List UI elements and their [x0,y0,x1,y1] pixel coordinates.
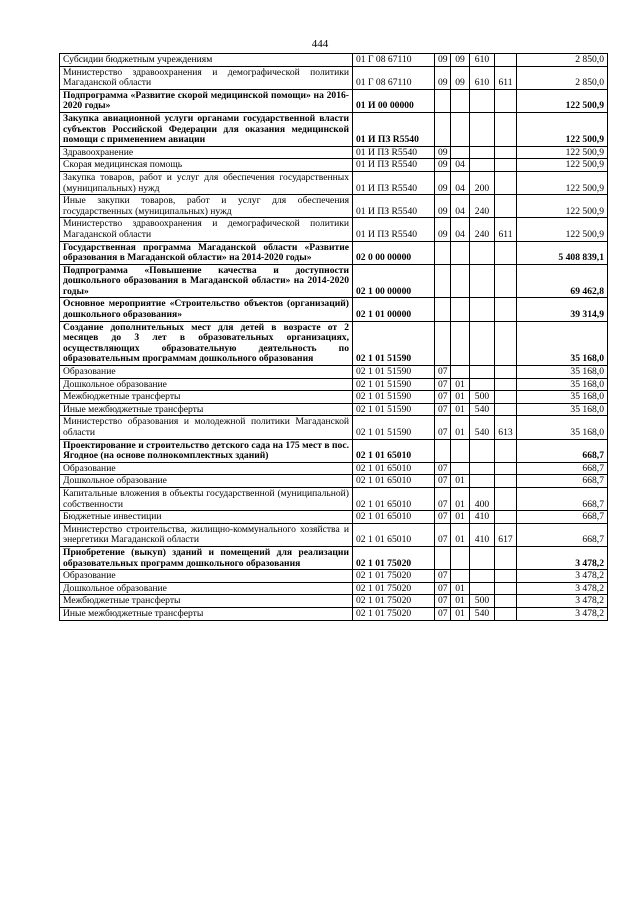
row-section-cell [435,298,451,321]
row-expense-type-cell [470,89,495,112]
table-row [60,391,608,404]
table-row [60,595,608,608]
table-row [60,511,608,524]
table-row [60,112,608,146]
row-amount-cell: 668,7 [517,523,608,546]
row-admin-cell [495,89,517,112]
row-section-cell: 07 [435,391,451,404]
row-subsection-cell [451,264,470,298]
row-amount-cell: 122 500,9 [517,146,608,159]
row-amount-cell: 668,7 [517,475,608,488]
row-code-cell: 02 0 00 00000 [353,241,435,264]
row-section-cell [435,89,451,112]
row-subsection-cell: 01 [451,378,470,391]
row-section-cell: 09 [435,218,451,241]
table-row [60,264,608,298]
row-subsection-cell: 01 [451,595,470,608]
row-name-cell: Подпрограмма «Повышение качества и доступности дошкольного образования в Магаданской области» на 2014-2020 годы» [60,264,353,298]
row-expense-type-cell [470,298,495,321]
row-expense-type-cell [470,112,495,146]
row-amount-cell: 39 314,9 [517,298,608,321]
row-admin-cell [495,511,517,524]
row-section-cell: 09 [435,159,451,172]
row-subsection-cell: 01 [451,582,470,595]
row-name-cell: Дошкольное образование [60,378,353,391]
row-code-cell: 02 1 01 65010 [353,511,435,524]
row-subsection-cell [451,146,470,159]
row-section-cell: 07 [435,523,451,546]
row-section-cell: 07 [435,595,451,608]
row-code-cell: 02 1 01 51590 [353,391,435,404]
row-code-cell: 02 1 01 65010 [353,523,435,546]
row-amount-cell: 122 500,9 [517,159,608,172]
row-amount-cell: 5 408 839,1 [517,241,608,264]
row-name-cell: Субсидии бюджетным учреждениям [60,54,353,67]
row-name-cell: Скорая медицинская помощь [60,159,353,172]
table-row [60,570,608,583]
row-amount-cell: 122 500,9 [517,218,608,241]
row-name-cell: Государственная программа Магаданской области «Развитие образования в Магаданской области» на 2014-2020 годы» [60,241,353,264]
row-section-cell: 09 [435,146,451,159]
table-row [60,439,608,462]
row-admin-cell [495,475,517,488]
row-name-cell: Создание дополнительных мест для детей в возрасте от 2 месяцев до 3 лет в образовательных организациях, осуществляющих образовательную деятельность по образовательным программам дошкольного образования [60,321,353,365]
table-row [60,159,608,172]
row-section-cell: 07 [435,403,451,416]
row-code-cell: 02 1 00 00000 [353,264,435,298]
row-code-cell: 01 Г 08 67110 [353,54,435,67]
row-section-cell [435,546,451,569]
row-expense-type-cell: 540 [470,403,495,416]
row-code-cell: 02 1 01 75020 [353,607,435,620]
row-subsection-cell [451,298,470,321]
row-subsection-cell: 01 [451,475,470,488]
row-expense-type-cell: 410 [470,523,495,546]
row-expense-type-cell: 240 [470,195,495,218]
row-code-cell: 02 1 01 75020 [353,582,435,595]
table-row [60,416,608,439]
table-row [60,366,608,379]
row-admin-cell [495,241,517,264]
row-admin-cell [495,607,517,620]
table-row [60,607,608,620]
row-code-cell: 01 Г 08 67110 [353,66,435,89]
row-name-cell: Здравоохранение [60,146,353,159]
row-section-cell: 09 [435,171,451,194]
row-admin-cell [495,321,517,365]
row-admin-cell [495,264,517,298]
table-row [60,546,608,569]
row-section-cell: 09 [435,195,451,218]
row-code-cell: 02 1 01 51590 [353,321,435,365]
row-section-cell: 07 [435,475,451,488]
row-admin-cell [495,582,517,595]
row-admin-cell: 611 [495,66,517,89]
row-admin-cell [495,546,517,569]
row-expense-type-cell [470,146,495,159]
row-expense-type-cell: 200 [470,171,495,194]
row-subsection-cell: 01 [451,403,470,416]
row-name-cell: Дошкольное образование [60,475,353,488]
row-section-cell: 09 [435,66,451,89]
row-amount-cell: 668,7 [517,439,608,462]
row-subsection-cell [451,241,470,264]
row-section-cell [435,321,451,365]
row-amount-cell: 35 168,0 [517,321,608,365]
row-code-cell: 02 1 01 51590 [353,366,435,379]
row-name-cell: Межбюджетные трансферты [60,391,353,404]
row-section-cell [435,439,451,462]
row-code-cell: 01 И 00 00000 [353,89,435,112]
row-admin-cell: 611 [495,218,517,241]
row-amount-cell: 122 500,9 [517,112,608,146]
table-row [60,218,608,241]
table-row [60,89,608,112]
row-expense-type-cell [470,321,495,365]
row-expense-type-cell: 540 [470,607,495,620]
row-expense-type-cell [470,570,495,583]
row-name-cell: Образование [60,462,353,475]
row-expense-type-cell [470,462,495,475]
row-admin-cell [495,112,517,146]
row-expense-type-cell: 400 [470,487,495,510]
row-subsection-cell: 04 [451,171,470,194]
row-subsection-cell [451,439,470,462]
row-section-cell: 07 [435,582,451,595]
table-row [60,321,608,365]
table-row [60,195,608,218]
row-section-cell [435,264,451,298]
row-code-cell: 02 1 01 51590 [353,416,435,439]
row-name-cell: Бюджетные инвестиции [60,511,353,524]
row-name-cell: Образование [60,366,353,379]
row-subsection-cell [451,112,470,146]
row-code-cell: 02 1 01 00000 [353,298,435,321]
row-name-cell: Приобретение (выкуп) зданий и помещений для реализации образовательных программ дошкольного образования [60,546,353,569]
row-amount-cell: 3 478,2 [517,595,608,608]
row-amount-cell: 35 168,0 [517,416,608,439]
row-code-cell: 01 И ПЗ R5540 [353,171,435,194]
row-subsection-cell [451,89,470,112]
row-expense-type-cell [470,241,495,264]
row-subsection-cell [451,546,470,569]
row-section-cell: 07 [435,416,451,439]
table-row [60,241,608,264]
row-name-cell: Проектирование и строительство детского сада на 175 мест в пос. Ягодное (на основе полнокомплектных зданий) [60,439,353,462]
row-admin-cell [495,378,517,391]
row-name-cell: Иные закупки товаров, работ и услуг для обеспечения государственных (муниципальных) нужд [60,195,353,218]
row-admin-cell [495,487,517,510]
page-number: 444 [311,38,329,50]
row-name-cell: Подпрограмма «Развитие скорой медицинской помощи» на 2016-2020 годы» [60,89,353,112]
row-section-cell [435,241,451,264]
row-subsection-cell [451,462,470,475]
row-admin-cell [495,146,517,159]
table-row [60,523,608,546]
row-expense-type-cell [470,366,495,379]
row-amount-cell: 35 168,0 [517,378,608,391]
row-subsection-cell [451,570,470,583]
row-amount-cell: 122 500,9 [517,89,608,112]
row-admin-cell [495,159,517,172]
row-expense-type-cell [470,582,495,595]
row-amount-cell: 3 478,2 [517,546,608,569]
table-row [60,378,608,391]
row-subsection-cell: 01 [451,487,470,510]
table-row [60,462,608,475]
row-section-cell: 07 [435,607,451,620]
row-name-cell: Министерство образования и молодежной политики Магаданской области [60,416,353,439]
row-subsection-cell: 01 [451,607,470,620]
row-name-cell: Министерство здравоохранения и демографической политики Магаданской области [60,66,353,89]
table-row [60,146,608,159]
row-name-cell: Образование [60,570,353,583]
row-code-cell: 01 И ПЗ R5540 [353,146,435,159]
row-admin-cell [495,54,517,67]
row-admin-cell [495,570,517,583]
row-amount-cell: 122 500,9 [517,195,608,218]
row-admin-cell [495,595,517,608]
row-code-cell: 02 1 01 65010 [353,475,435,488]
row-amount-cell: 668,7 [517,487,608,510]
row-code-cell: 02 1 01 75020 [353,595,435,608]
table-row [60,487,608,510]
row-expense-type-cell: 610 [470,54,495,67]
row-amount-cell: 668,7 [517,511,608,524]
row-admin-cell [495,195,517,218]
row-subsection-cell: 04 [451,159,470,172]
row-subsection-cell: 01 [451,523,470,546]
table-row [60,403,608,416]
row-expense-type-cell: 610 [470,66,495,89]
row-code-cell: 01 И ПЗ R5540 [353,112,435,146]
row-admin-cell [495,366,517,379]
row-code-cell: 01 И ПЗ R5540 [353,159,435,172]
row-code-cell: 02 1 01 65010 [353,462,435,475]
row-name-cell: Закупка авиационной услуги органами государственной власти субъектов Российской Федерации для оказания медицинской помощи с применением авиации [60,112,353,146]
row-amount-cell: 3 478,2 [517,607,608,620]
row-admin-cell [495,298,517,321]
row-subsection-cell: 01 [451,416,470,439]
row-subsection-cell [451,321,470,365]
row-subsection-cell: 09 [451,66,470,89]
row-code-cell: 01 И ПЗ R5540 [353,218,435,241]
row-section-cell: 07 [435,511,451,524]
row-expense-type-cell [470,439,495,462]
row-name-cell: Капитальные вложения в объекты государственной (муниципальной) собственности [60,487,353,510]
row-admin-cell [495,403,517,416]
row-subsection-cell: 01 [451,511,470,524]
row-section-cell: 07 [435,378,451,391]
row-admin-cell [495,439,517,462]
row-code-cell: 02 1 01 51590 [353,403,435,416]
row-subsection-cell: 04 [451,218,470,241]
row-name-cell: Иные межбюджетные трансферты [60,403,353,416]
row-expense-type-cell: 500 [470,391,495,404]
row-code-cell: 02 1 01 75020 [353,546,435,569]
row-name-cell: Закупка товаров, работ и услуг для обеспечения государственных (муниципальных) нужд [60,171,353,194]
row-expense-type-cell [470,159,495,172]
row-amount-cell: 35 168,0 [517,391,608,404]
row-amount-cell: 35 168,0 [517,403,608,416]
row-code-cell: 02 1 01 65010 [353,439,435,462]
table-row [60,54,608,67]
table-row [60,66,608,89]
row-admin-cell [495,462,517,475]
row-section-cell: 07 [435,366,451,379]
row-section-cell: 07 [435,462,451,475]
row-code-cell: 02 1 01 51590 [353,378,435,391]
table-row [60,582,608,595]
row-code-cell: 01 И ПЗ R5540 [353,195,435,218]
row-amount-cell: 69 462,8 [517,264,608,298]
row-amount-cell: 3 478,2 [517,570,608,583]
row-expense-type-cell: 240 [470,218,495,241]
table-row [60,171,608,194]
row-name-cell: Дошкольное образование [60,582,353,595]
row-section-cell: 07 [435,570,451,583]
row-section-cell: 07 [435,487,451,510]
row-subsection-cell: 09 [451,54,470,67]
row-subsection-cell: 04 [451,195,470,218]
row-amount-cell: 3 478,2 [517,582,608,595]
row-amount-cell: 2 850,0 [517,54,608,67]
row-admin-cell [495,391,517,404]
row-amount-cell: 35 168,0 [517,366,608,379]
row-expense-type-cell [470,378,495,391]
row-admin-cell: 613 [495,416,517,439]
row-amount-cell: 122 500,9 [517,171,608,194]
row-section-cell [435,112,451,146]
row-name-cell: Межбюджетные трансферты [60,595,353,608]
budget-table [59,53,608,621]
row-admin-cell: 617 [495,523,517,546]
row-name-cell: Министерство здравоохранения и демографической политики Магаданской области [60,218,353,241]
table-body [60,54,608,621]
row-name-cell: Министерство строительства, жилищно-коммунального хозяйства и энергетики Магаданской области [60,523,353,546]
row-expense-type-cell [470,264,495,298]
row-subsection-cell [451,366,470,379]
row-amount-cell: 2 850,0 [517,66,608,89]
row-name-cell: Основное мероприятие «Строительство объектов (организаций) дошкольного образования» [60,298,353,321]
row-expense-type-cell: 500 [470,595,495,608]
row-expense-type-cell: 410 [470,511,495,524]
row-expense-type-cell [470,546,495,569]
row-code-cell: 02 1 01 75020 [353,570,435,583]
row-code-cell: 02 1 01 65010 [353,487,435,510]
row-amount-cell: 668,7 [517,462,608,475]
row-name-cell: Иные межбюджетные трансферты [60,607,353,620]
row-admin-cell [495,171,517,194]
table-row [60,475,608,488]
row-expense-type-cell [470,475,495,488]
row-subsection-cell: 01 [451,391,470,404]
row-section-cell: 09 [435,54,451,67]
row-expense-type-cell: 540 [470,416,495,439]
table-row [60,298,608,321]
